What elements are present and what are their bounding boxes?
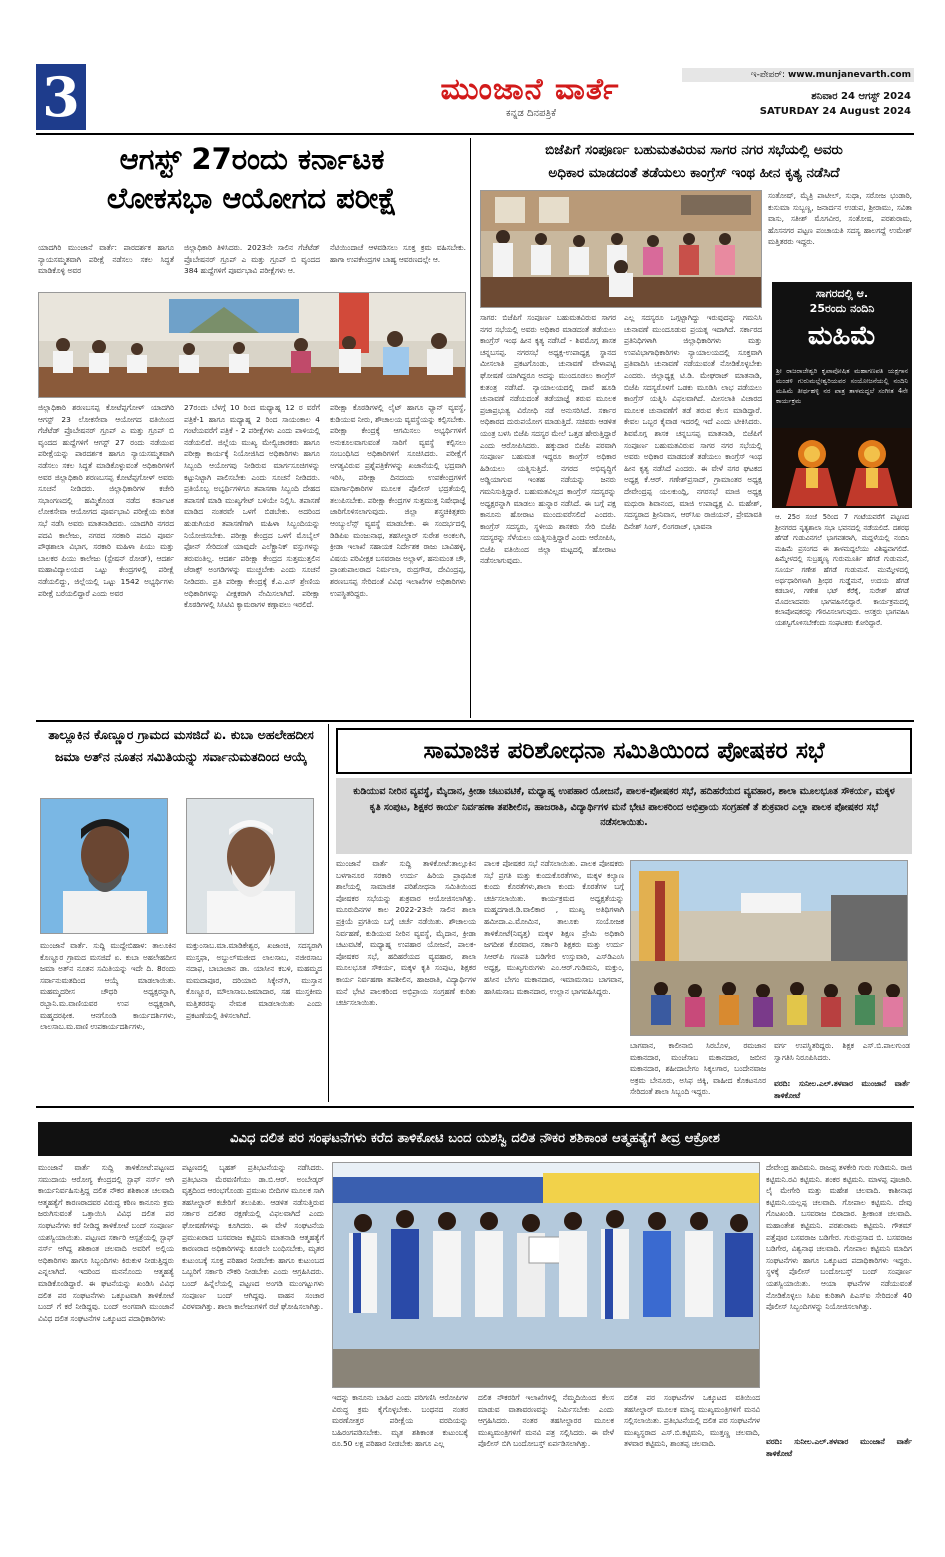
school-col4: ವರ್ಗ ಉಪಸ್ಥಿತರಿದ್ದರು. ಶಿಕ್ಷಕ ಎಸ್.ಬಿ.ಪಾಲಗುಂಡ ಸ್ವಾಗತಿಸಿ ನಿರೂಪಿಸಿದರು. [774,1041,910,1062]
dalit-credit: ವರದಿ: ಸುನೀಲ.ಎಲ್.ತಳವಾರ ಮುಂಜಾನೆ ವಾರ್ತೆ ತಾಳಿಕೋಟೆ [766,1437,912,1458]
brand-tagline: ಕನ್ನಡ ದಿನಪತ್ರಿಕೆ [505,108,556,119]
exam-col2: 27ರಂದು ಬೆಳಗ್ಗೆ 10 ರಿಂದ ಮಧ್ಯಾಹ್ನ 12 ರ ವರೆಗೆ ಪತ್ರಿಕೆ-1 ಹಾಗೂ ಮಧ್ಯಾಹ್ನ 2 ರಿಂದ ಸಾಯಂಕಾಲ 4 ಗಂಟೆಯವರೆಗೆ ಪತ್ರಿಕೆ - 2 ಪರೀಕ್ಷೆಗಳು ಎಂದು ಪಾಳಿಯಲ್ಲಿ ನಡೆಯಲಿದೆ. ಜಿಲ್ಲೆಯ ಮುಖ್ಯ ಮೇಲ್ವಿಚಾರಕರು ಹಾಗೂ ಪರೀಕ್ಷಾ ಕಾರ್ಯಕ್ಕೆ ನಿಯೋಜಿಸಿದ ಅಧಿಕಾರಿಗಳು ಹಾಗೂ ಸಿಬ್ಬಂದಿ ಆಯೋಗವು ನೀಡಿರುವ ಮಾರ್ಗಸೂಚಿಗಳನ್ನು ಕಟ್ಟುನಿಟ್ಟಾಗಿ ಪಾಲಿಸಬೇಕು ಎಂದು ಸೂಚನೆ ನೀಡಿದರು. ಪ್ರತಿಯೊಬ್ಬ ಅಭ್ಯರ್ಥಿಗಳಿಗೂ ತಪಾಸಣಾ ಸಿಬ್ಬಂದಿ ದೇಹದ ತಪಾಸಣೆ ಮಾಡಿ ಮುಖ್ಯಗೇಟ್ ಬಳಿಯೇ ನಿಲ್ಲಿಸಿ. ತಪಾಸಣೆ ಮಾಡಿದ ನಂತರವೇ ಒಳಗೆ ಬಿಡಬೇಕು. ಅದರಿಂದ ಹುಡುಗಿಯರ ತಪಾಸಣೆಗಾಗಿ ಮಹಿಳಾ ಸಿಬ್ಬಂದಿಯನ್ನು ನಿಯೋಜಿಸಬೇಕು. ಪರೀಕ್ಷಾ ಕೇಂದ್ರದ ಒಳಗೆ ಮೊಬೈಲ್ ಫೋನ್ ಸೇರಿದಂತೆ ಯಾವುದೇ ಎಲೆಕ್ಟ್ರಾನಿಕ್ ವಸ್ತುಗಳನ್ನು ತರುವಂತಿಲ್ಲ. ಆದರ್ಶ ಪರೀಕ್ಷಾ ಕೇಂದ್ರದ ಸುತ್ತಮುತ್ತಲಿನ ಜೆರಾಕ್ಸ್ ಅಂಗಡಿಗಳನ್ನು ಮುಚ್ಚಬೇಕು ಎಂದು ಸೂಚನೆ ನೀಡಿದರು. ಪ್ರತಿ ಪರೀಕ್ಷಾ ಕೇಂದ್ರಕ್ಕೆ ಕೆ.ಎ.ಎಸ್ ಶ್ರೇಣಿಯ ಅಧಿಕಾರಿಗಳನ್ನು ವೀಕ್ಷಕರಾಗಿ ನೇಮಿಸಲಾಗಿದೆ. ಪರೀಕ್ಷಾ ಕೊಠಡಿಗಳಲ್ಲಿ ಸಿಸಿಟಿವಿ ಕ್ಯಾಮರಾಗಳ ಕಣ್ಗಾವಲು ಇರಲಿದೆ. [184,403,320,610]
sagar-col2: ಎಲ್ಲ ಸದಸ್ಯರೂ ಒಗ್ಗಟ್ಟಾಗಿದ್ದು ಇರುವುದನ್ನು ಗಮನಿಸಿ ಚುನಾವಣೆ ಮುಂದೂಡುವ ಪ್ರಯತ್ನ ಇದಾಗಿದೆ. ಸರ್ಕಾರದ ಪ್ರತಿನಿಧಿಗಳಾಗಿ ಜಿಲ್ಲಾಧಿಕಾರಿಗಳು ಮತ್ತು ಉಪವಿಭಾಗಾಧಿಕಾರಿಗಳು ನ್ಯಾಯಾಲಯದಲ್ಲಿ ಸೂಕ್ತವಾಗಿ ಪ್ರತಿವಾದಿಸಿ ಚುನಾವಣೆ ನಡೆಯುವಂತೆ ನೋಡಿಕೊಳ್ಳಬೇಕು ಎಂದರು. ಜಿಲ್ಲಾಧ್ಯಕ್ಷ ಟಿ.ಡಿ. ಮೇಘರಾಜ್ ಮಾತನಾಡಿ, ಬಿಜೆಪಿ ಸದಸ್ಯರೊಳಗೆ ಒಡಕು ಮೂಡಿಸಿ ಲಾಭ ಪಡೆಯಲು ಕಾಂಗ್ರೆಸ್ ಯತ್ನಿಸಿ ವಿಫಲವಾಗಿದೆ. ಮೀಸಲಾತಿ ವಿಚಾರದ ಮೂಲಕ ಚುನಾವಣೆಗೆ ತಡೆ ತರುವ ಕೆಲಸ ಮಾಡಿದ್ದಾರೆ. ಕೇವಲ ಒಬ್ಬರ ಕೈವಾಡ ಇದರಲ್ಲಿ ಇದೆ ಎಂದು ಟೀಕಿಸಿದರು. ಶಿವಮೊಗ್ಗ ಶಾಸಕ ಚನ್ನಬಸಪ್ಪ ಮಾತನಾಡಿ, ಬಿಜೆಪಿಗೆ ಸಂಪೂರ್ಣ ಬಹುಮತವಿರುವ ಸಾಗರ ನಗರ ಸಭೆಯಲ್ಲಿ ಅವರು ಅಧಿಕಾರ ಮಾಡದಂತೆ ತಡೆಯಲು ಕಾಂಗ್ರೆಸ್ ಇಂಥ ಹೀನ ಕೃತ್ಯ ನಡೆಸಿದೆ ಎಂದರು. ಈ ವೇಳೆ ನಗರ ಘಟಕದ ಅಧ್ಯಕ್ಷ ಕೆ.ಆರ್. ಗಣೇಶ್‌ಪ್ರಸಾದ್, ಗ್ರಾಮಾಂತರ ಅಧ್ಯಕ್ಷ ದೇವೇಂದ್ರಪ್ಪ ಯಲಕುಂದ್ಲಿ, ನಗರಸಭೆ ಮಾಜಿ ಅಧ್ಯಕ್ಷ ಮಧುರಾ ಶಿವಾನಂದ, ಮಾಜಿ ಉಪಾಧ್ಯಕ್ಷ ವಿ. ಮಹೇಶ್, ಸದಸ್ಯರಾದ ಶ್ರೀನಿವಾಸ, ಆರ್‌ಸಿಐ ರಾಜಿಯನ್, ಪ್ರೇಮಾವತಿ ದಿನೇಶ್ ಸಿಂಗ್, ಲಿಂಗರಾಜ್, ಭಾವನಾ [624,313,762,531]
culture-body: ಆ. 25ರ ಸಂಜೆ 5ರಿಂದ 7 ಗಂಟೆಯವರೆಗೆ ಪಟ್ಟಣದ ಶ್ರೀನಗರದ ನೃತ್ಯಶಾಲಾ ಸಭಾ ಭವನದಲ್ಲಿ ನಡೆಯಲಿದೆ. ದಶರಥ ಹೆಗಡೆ ಗುಡುವಿನಗಲೆ ಭಾಗವತರಾಗಿ, ಮದ್ದಳೆಯಲ್ಲಿ ನಂದಿನಿ ಮಹಿಮೆ ಪ್ರಸಂಗದ ಈ ತಾಳಮದ್ದಲೆಯು ವಿಶಿಷ್ಟವಾಗಲಿದೆ. ಹಿಮ್ಮೇಳದಲ್ಲಿ ಸುಬ್ರಹ್ಮಣ್ಯ ಗುರುಮೂರ್ತಿ ಹೆಗಡೆ ಗುಡುಮನೆ, ಸೂರ್ಯ ಗಣೇಶ ಹೆಗಡೆ ಗುಡುಮನೆ. ಮುಮ್ಮೇಳದಲ್ಲಿ ಅರ್ಥಧಾರಿಗಳಾಗಿ ಶ್ರೀಧರ ಗುಡ್ಡೆಮನೆ, ಉದಯ ಹೆಗಡೆ ಕಡಬಾಳ, ಗಣೇಶ ಭಟ್ ಕೆರೆಕೈ, ಸುರೇಶ್ ಹೆಗಡೆ ಮೊದಲಾದವರು ಭಾಗವಹಿಸಲಿದ್ದಾರೆ. ಕಾರ್ಯಕ್ರಮದಲ್ಲಿ ಕಲಾಪೋಷಕರನ್ನು ಗೌರವಿಸಲಾಗುವುದು. ಆಸಕ್ತರು ಭಾಗವಹಿಸಿ ಯಶಸ್ವಿಗೊಳಿಸಬೇಕೆಂದು ಸಂಘಟಕರು ಕೋರಿದ್ದಾರೆ. [775,513,909,627]
epaper-label: ಇ-ಪೇಪರ್: [750,70,786,80]
sagar-col-right-top: ಸಂತೋಷ್, ಮೈತ್ರಿ ಪಾಟೀಲ್, ಸುಧಾ, ಸರೋಜ ಭಂಡಾರಿ, ಕುಸುಮಾ ಸುಬ್ಬಣ್ಣ, ಜನಾರ್ದನ ಉಡುಪ, ಶ್ರೀರಾಮು, ಸವಿತಾ ವಾಸು, ಸತೀಶ್ ಮೊಗವೀರ, ಸಂತೋಷ, ಪರಶುರಾಮ, ಹೊಸನಗರ ಪಟ್ಟಣ ಪಂಚಾಯತಿ ಸದಸ್ಯ ಹಾಲಗದ್ದೆ ಉಮೇಶ್ ಮತ್ತಿತರರು ಇದ್ದರು. [768,191,912,247]
page-number-box [36,64,86,130]
exam-col2-top: ಜಿಲ್ಲಾಧಿಕಾರಿ ತಿಳಿಸಿದರು. 2023ನೇ ಸಾಲಿನ ಗೆಜೆಟೆಡ್ ಪ್ರೊಬೇಷನರ್ ಗ್ರೂಪ್ ಎ ಮತ್ತು ಗ್ರೂಪ್ ಬಿ ವೃಂದದ 384 ಹುದ್ದೆಗಳಿಗೆ ಪೂರ್ವಭಾವಿ ಪರೀಕ್ಷೆಗಳು ಆ. [184,243,320,276]
school-headline: ಸಾಮಾಜಿಕ ಪರಿಶೋಧನಾ ಸಮಿತಿಯಿಂದ ಪೋಷಕರ ಸಭೆ [336,728,912,774]
website[interactable]: www.munjanevarth.com [787,70,911,80]
culture-box [772,282,912,710]
school-deck-text: ಕುಡಿಯುವ ನೀರಿನ ವ್ಯವಸ್ಥೆ, ಮೈದಾನ, ಕ್ರೀಡಾ ಚಟುವಟಿಕೆ, ಮಧ್ಯಾಹ್ನ ಉಪಹಾರ ಯೋಜನೆ, ಪಾಲಕ-ಪೋಷಕರ ಸಭೆ, ಹದಿಹರೆಯದ ವ್ಯವಹಾರ, ಶಾಲಾ ಮೂಲಭೂತ ಸೌಕರ್ಯ, ಮಕ್ಕಳ ಕೃತಿ ಸಂಪುಟ, ಶಿಕ್ಷಕರ ಕಾರ್ಯ ನಿರ್ವಹಣಾ ತಪಶೀಲಿನ, ಹಾಜರಾತಿ, ವಿದ್ಯಾರ್ಥಿಗಳ ಮನೆ ಭೇಟಿ ಪಾಲಕರಿಂದ ಅಭಿಪ್ರಾಯ ಸಂಗ್ರಹಣೆ ತೆ ಶುಕ್ರವಾರ ಎಲ್ಲಾ ಪಾಲಕ ಪೋಷಕರ ಸಭೆ ನಡೆಸಲಾಯಿತು. [353,786,895,829]
meeting-photo-illustration [39,293,466,398]
dalit-col-below-c: ದಲಿತ ಪರ ಸಂಘಟನೆಗಳ ಒಕ್ಕೂಟದ ವತಿಯಿಂದ ತಹಸೀಲ್ದಾರ್ ಮೂಲಕ ಮಾನ್ಯ ಮುಖ್ಯಮಂತ್ರಿಗಳಿಗೆ ಮನವಿ ಸಲ್ಲಿಸಲಾಯಿತು. ಪ್ರತಿಭಟನೆಯಲ್ಲಿ ದಲಿತ ಪರ ಸಂಘಟನೆಗಳ ಮುಖ್ಯಸ್ಥರಾದ ಎಸ್.ಬಿ.ಕಟ್ಟಿಮನಿ, ಮುತ್ತಣ್ಣ ಚಲವಾದಿ, ತಳವಾರ ಕಟ್ಟಿಮನಿ, ಶಾಂತಪ್ಪ ಚಲವಾದಿ. [624,1393,760,1449]
dalit-col3: ದೇವೇಂದ್ರ ಹಾದಿಮನಿ. ರಾಜಪ್ಪ ತಳಕೇರಿ ಗುರು ಗುಡಿಮನಿ. ರಾಜಿ ಕಟ್ಟಿಮನಿ.ರವಿ ಕಟ್ಟಿಮನಿ. ಶಂಕರ ಕಟ್ಟಿಮನಿ. ಮಾಳಪ್ಪ ಪೂಜಾರಿ. ಲೈ ಮೇಗೇರಿ ಮತ್ತು ಮಹೇಶ ಚಲವಾದಿ. ಕಾಶೀನಾಥ ಕಟ್ಟಿಮನಿ.ಯಲ್ಲಪ್ಪ ಚಲವಾದಿ. ಗೋಪಾಲ ಕಟ್ಟಿಮನಿ. ದೇವು ಗೊಟಖಂಡಿ. ಬಸವರಾಜ ಬಿರಾದಾರ. ಶ್ರೀಕಾಂತ ಚಲವಾದಿ. ಮಹಾಂತೇಶ ಕಟ್ಟಿಮನಿ. ಪರಶುರಾಮ ಕಟ್ಟಿಮನಿ. ಗೌತಮ್ ಪತ್ತೆಪೂರ ಬಸವರಾಜ ಬಡಿಗೇರ. ಗುರುಪ್ರಸಾದ ಬಿ. ಬಸವರಾಜ ಬಡಿಗೇರ, ವಿಶ್ವನಾಥ ಚಲವಾದಿ. ಗೋಪಾಲ ಕಟ್ಟಿಮನಿ ಮಾದಿಗ ಸಂಘಟನೆಗಳು ಹಾಗೂ ಒಕ್ಕೂಟದ ಪದಾಧಿಕಾರಿಗಳು ಇದ್ದರು. ಸ್ಥಳಕ್ಕೆ ಪೊಲೀಸ್ ಬಂದೋಬಸ್ತ್ ಬಂದ್ ಸಂಪೂರ್ಣ ಯಶಸ್ವಿಯಾಯಿತು. ಆಯಾ ಘಟನೆಗಳ ನಡೆಯುವಂತೆ ನೋಡಿಕೊಳ್ಳಲು ಸಿಪಿಐ ಕುರಿತಾಗಿ ಪಿಎಸ್‌ಐ ಸೇರಿದಂತೆ 40 ಪೊಲೀಸ್ ಸಿಬ್ಬಂದಿಗಳನ್ನು ನಿಯೋಜಿಸಲಾಗಿತ್ತು. [766,1163,912,1312]
dalit-col1: ಮುಂಜಾನೆ ವಾರ್ತೆ ಸುದ್ದಿ ತಾಳಿಕೋಟೆ:ಪಟ್ಟಣದ ಸಮುದಾಯ ಆರೋಗ್ಯ ಕೇಂದ್ರದಲ್ಲಿ ಸ್ಟಾಫ್ ನರ್ಸ್ ಆಗಿ ಕಾರ್ಯನಿರ್ವಹಿಸುತ್ತಿದ್ದ ದಲಿತ ನೌಕರ ಶಶಿಕಾಂತ ಚಲವಾದಿ ಆತ್ಮಹತ್ಯೆಗೆ ಕಾರಣರಾದವರ ವಿರುದ್ಧ ಕಠಿಣ ಕಾನೂನು ಕ್ರಮ ಜರುಗಿಸುವಂತೆ ಒತ್ತಾಯಿಸಿ ವಿವಿಧ ದಲಿತ ಪರ ಸಂಘಟನೆಗಳು ಕರೆ ನೀಡಿದ್ದ ತಾಳಿಕೋಟೆ ಬಂದ್ ಸಂಪೂರ್ಣ ಯಶಸ್ವಿಯಾಯಿತು. ಪಟ್ಟಣದ ಸರ್ಕಾರಿ ಆಸ್ಪತ್ರೆಯಲ್ಲಿ ಸ್ಟಾಫ್ ನರ್ಸ್ ಆಗಿದ್ದ ಶಶಿಕಾಂತ ಚಲವಾದಿ ಅವರಿಗೆ ಅಲ್ಲಿಯ ಅಧಿಕಾರಿಗಳು ಹಾಗೂ ಸಿಬ್ಬಂದಿಗಳು ಕಿರುಕುಳ ನೀಡುತ್ತಿದ್ದರು ಎನ್ನಲಾಗಿದೆ. ಇದರಿಂದ ಮನನೊಂದು ಆತ್ಮಹತ್ಯೆ ಮಾಡಿಕೊಂಡಿದ್ದಾರೆ. ಈ ಘಟನೆಯನ್ನು ಖಂಡಿಸಿ ವಿವಿಧ ದಲಿತ ಪರ ಸಂಘಟನೆಗಳು ಒಕ್ಕೂಟವಾಗಿ ತಾಳಿಕೋಟೆ ಬಂದ್ ಗೆ ಕರೆ ನೀಡಿದ್ದವು. ಬಂದ್ ಅಂಗವಾಗಿ ಮುಂಜಾನೆ ವಿವಿಧ ದಲಿತ ಸಂಘಟನೆಗಳ ಒಕ್ಕೂಟದ ಪದಾಧಿಕಾರಿಗಳು [38,1163,174,1323]
school-col3: ಬಾಗವಾನ, ಕಾಲೀನಾಬಿ ಸಿರಬೊಳ, ರಮಜಾನ ಮಕಾನದಾರ, ಮಂಜೆಸಾಬ ಮಕಾನದಾರ, ಜಬೀನ ಮಕಾನದಾರ, ಶಹೀದಾಬೇಗಂ ಸಿಕ್ಕಲಗಾರ, ಬಂದೇನವಾಜ ಅಕ್ರಮ ಬೇನೂರು, ಅಸಿಫ ಜಿಕ್ಕಿ, ವಾಹೀದ ಕೊಕಟನೂರ ಸೇರಿದಂತೆ ಶಾಲಾ ಸಿಬ್ಬಂದಿ ಇದ್ದರು. [630,1041,766,1097]
sagar-press-photo [480,190,762,308]
column-rule-mid [328,724,329,1102]
culture-title-big: ಮಹಿಮೆ [807,321,877,351]
culture-intro: ಶ್ರೀ ರಾಜರಾಜೇಶ್ವರಿ ಕೃಪಾಪೋಷಿತ ಮಹಾಗಣಪತಿ ಯಕ್ಷಗಾನ ಮಂಡಳಿ ಗುರುಮಲ್ಲೇಶ್ವರಿಯವರ ಸಂಯೋಜನೆಯಲ್ಲಿ ನಂದಿನಿ ಮಹಿಮೆ ತೀರ್ಥಹಳ್ಳಿ ನರ ಪಾತ್ರ ತಾಳಮದ್ದಲೆ ಸಂಗೀತ 4ನೇ ಕಾರ್ಯಕ್ರಮ [772,364,912,428]
yakshagana-illustration [772,428,912,508]
masthead-rule [36,133,914,135]
school-col1: ಮುಂಜಾನೆ ವಾರ್ತೆ ಸುದ್ದಿ ತಾಳಿಕೋಟೆ:ತಾಲ್ಲೂಕಿನ ಬಳಗಾನೂರ ಸರಕಾರಿ ಉರ್ದು ಹಿರಿಯ ಪ್ರಾಥಮಿಕ ಶಾಲೆಯಲ್ಲಿ ಸಾಮಾಜಿಕ ಪರಿಶೋಧನಾ ಸಮಿತಿಯಿಂದ ಪೋಷಕರ ಸಭೆಯನ್ನು ಶುಕ್ರವಾರ ಆಯೋಜಿಸಲಾಗಿತ್ತು. ಮೂರುದಿನಗಳ ಕಾಲ 2022-23ನೇ ಸಾಲಿನ ಶಾಲಾ ಪ್ರಕ್ರಿಯೆ ಪ್ರಗತಿಯ ಬಗ್ಗೆ ಚರ್ಚೆ ನಡೆಯಿತು. ಶೌಚಾಲಯ ನಿರ್ವಹಣೆ, ಕುಡಿಯುವ ನೀರಿನ ವ್ಯವಸ್ಥೆ, ಮೈದಾನ, ಕ್ರೀಡಾ ಚಟುವಟಿಕೆ, ಮಧ್ಯಾಹ್ನ ಉಪಹಾರ ಯೋಜನೆ, ಪಾಲಕ-ಪೋಷಕರ ಸಭೆ, ಹದಿಹರೆಯದ ವ್ಯವಹಾರ, ಶಾಲಾ ಮೂಲಭೂತ ಸೌಕರ್ಯ, ಮಕ್ಕಳ ಕೃತಿ ಸಂಪುಟ, ಶಿಕ್ಷಕರ ಕಾರ್ಯ ನಿರ್ವಹಣಾ ತಪಶೀಲಿನ, ಹಾಜರಾತಿ, ವಿದ್ಯಾರ್ಥಿಗಳ ಮನೆ ಭೇಟಿ ಪಾಲಕರಿಂದ ಅಭಿಪ್ರಾಯ ಸಂಗ್ರಹಣೆ ಕುರಿತು ಚರ್ಚಿಸಲಾಯಿತು. [336,859,476,1008]
exam-col3: ಪರೀಕ್ಷಾ ಕೊಠಡಿಗಳಲ್ಲಿ ಲೈಟ್ ಹಾಗೂ ಫ್ಯಾನ್ ವ್ಯವಸ್ಥೆ, ಕುಡಿಯುವ ನೀರು, ಶೌಚಾಲಯ ವ್ಯವಸ್ಥೆಯನ್ನು ಕಲ್ಪಿಸಬೇಕು. ಪರೀಕ್ಷಾ ಕೇಂದ್ರಕ್ಕೆ ಆಗಮಿಸಲು ಅಭ್ಯರ್ಥಿಗಳಿಗೆ ಅನುಕೂಲವಾಗುವಂತೆ ಸಾರಿಗೆ ವ್ಯವಸ್ಥೆ ಕಲ್ಪಿಸಲು ಸಂಬಂಧಿಸಿದ ಅಧಿಕಾರಿಗಳಿಗೆ ಸೂಚಿಸಿದರು. ಪರೀಕ್ಷೆಗೆ ಅಗತ್ಯವಿರುವ ಪ್ರಶ್ನೆಪತ್ರಿಕೆಗಳನ್ನು ಖಜಾನೆಯಲ್ಲಿ ಭದ್ರವಾಗಿ ಇರಿಸಿ, ಪರೀಕ್ಷಾ ದಿನದಂದು ಉಪಕೇಂದ್ರಗಳಿಗೆ ಮಾರ್ಗಾಧಿಕಾರಿಗಳ ಮೂಲಕ ಪೊಲೀಸ್ ಭದ್ರತೆಯಲ್ಲಿ ತಲುಪಿಸಬೇಕು. ಪರೀಕ್ಷಾ ಕೇಂದ್ರಗಳ ಸುತ್ತಮುತ್ತ ನಿಷೇಧಾಜ್ಞೆ ಜಾರಿಗೊಳಿಸಲಾಗುವುದು. ಜಿಲ್ಲಾ ಶಸ್ತ್ರಚಿಕಿತ್ಸಕರು ಆಂಬ್ಯುಲೆನ್ಸ್ ವ್ಯವಸ್ಥೆ ಮಾಡಬೇಕು. ಈ ಸಂದರ್ಭದಲ್ಲಿ ಡಿಡಿಪಿಐ ಮಂಜುನಾಥ, ತಹಸೀಲ್ದಾರ್ ಸುರೇಶ ಅಂಕಲಗಿ, ಕ್ರೀಡಾ ಇಲಾಖೆ ಸಹಾಯಕ ನಿರ್ದೇಶಕ ರಾಜು ಬಾವಿಹಳ್ಳಿ, ವಿಷಯ ಪರಿವೀಕ್ಷಕ ಬಸವರಾಜ ಅಲ್ಲಾಳ್, ಹನುಮಂತ ಚೌ, ಪ್ರಾಂಶುಪಾಲರಾದ ನಿರ್ಮಲಾ, ರುದ್ರಗೌಡ, ದೇವಿಂದ್ರಪ್ಪ, ಶರಣಬಸಪ್ಪ ಸೇರಿದಂತೆ ವಿವಿಧ ಇಲಾಖೆಗಳ ಅಧಿಕಾರಿಗಳು ಉಪಸ್ಥಿತರಿದ್ದರು. [330,403,466,598]
dalit-headline: ವಿವಿಧ ದಲಿತ ಪರ ಸಂಘಟನೆಗಳು ಕರೆದ ತಾಳಿಕೋಟಿ ಬಂದ ಯಶಸ್ವಿ ದಲಿತ ನೌಕರ ಶಶಿಕಾಂತ ಆತ್ಮಹತ್ಯೆಗೆ ತೀವ್ರ ಆಕ್ರೋಶ [230,1131,720,1146]
protest-illustration [333,1163,760,1388]
exam-col1-top: ಯಾದಗಿರಿ ಮುಂಜಾನೆ ವಾರ್ತೆ: ಪಾರದರ್ಶಕ ಹಾಗೂ ನ್ಯಾಯಸಮ್ಮತವಾಗಿ ಪರೀಕ್ಷೆ ನಡೆಸಲು ಸಕಲ ಸಿದ್ಧತೆ ಮಾಡಿಕೊಳ್ಳಿ ಅವರ [38,243,174,276]
date-english: SATURDAY 24 August 2024 [759,106,911,117]
mosque-portrait-1 [40,798,168,934]
brand-name: ಮುಂಜಾನೆ ವಾರ್ತೆ [440,72,620,107]
date-kannada: ಶನಿವಾರ 24 ಆಗಸ್ಟ್ 2024 [811,91,911,102]
sagar-headline: ಬಿಜೆಪಿಗೆ ಸಂಪೂರ್ಣ ಬಹುಮತವಿರುವ ಸಾಗರ ನಗರ ಸಭೆಯಲ್ಲಿ ಅವರು ಅಧಿಕಾರ ಮಾಡದಂತೆ ತಡೆಯಲು ಕಾಂಗ್ರೆಸ್ ಇಂಥ ಹೀನ ಕೃತ್ಯ ನಡೆಸಿದೆ [545,142,843,181]
mosque-col2: ಮಕ್ತುಂಸಾಬ.ಮಾ.ಮಾಡಿಕೇಶ್ವರ, ಖಜಾಂಚಿ, ಸದಸ್ಯರಾಗಿ ಮುಸ್ತಫಾ, ಅಬ್ದುಲ್‌ಮಜೀದ ಲಾಲಸಾಬ, ನಜೀರಸಾಬ ನದಾಫ, ಬಾಬಾಜಾನ ಡಾ. ಯಾಸೀನ ಕಬಳಿ, ಮಹಮ್ಮದ ಮಮದಾಪೂರ, ದರಿಯಾಬಿ ಸಿಕ್ಕೇನ್‌ಗಿ, ಮುಸ್ತಾನ ಕೊಣ್ಣೂರ, ಮೌಲಾಸಾಬ.ಜಮಾದಾರ, ಸಹ ಮುಸ್ತಕೀಮ ಮತ್ತಿತರರನ್ನು ನೇಮಕ ಮಾಡಲಾಯಿತು ಎಂದು ಪ್ರಕಟಣೆಯಲ್ಲಿ ತಿಳಿಸಲಾಗಿದೆ. [186,941,322,1020]
school-col2: ಪಾಲಕ ಪೋಷಕರ ಸಭೆ ನಡೆಸಲಾಯಿತು. ಪಾಲಕ ಪೋಷಕರು ಸಭೆ ಪ್ರಗತಿ ಮತ್ತು ಕುಂದುಕೊರತೆಗಳು, ಮಕ್ಕಳ ಕಲ್ಯಾಣ ಕುಂದು ಕೊರತೆಗಳು,ಶಾಲಾ ಕುಂದು ಕೊರತೆಗಳ ಬಗ್ಗೆ ಚರ್ಚಿಸಲಾಯಿತು. ಕಾರ್ಯಕ್ರಮದ ಅಧ್ಯಕ್ಷತೆಯನ್ನು ಮಹ್ಮದಗಾಜಿ.ಡಿ.ವಾಲಿಕಾರ , ಮುಖ್ಯ ಅತಿಥಿಗಳಾಗಿ ಹಮೀದಾ.ಎ.ಮೋಮಿನ, ತಾಲೂಕು ಸಂಯೋಜಕ ತಾಳಿಕೋಟೆ(ನಿವೃತ್ತ) ಮಕ್ಕಳ ಶಿಕ್ಷಣ ಪ್ರೇಮಿ ಅಧಿಕಾರಿ ಜಗದೀಶ ಕೊರವಾರ, ಸರ್ಕಾರಿ ಶಿಕ್ಷಕರು ಮತ್ತು ಉರ್ದು ಸಿಆರ್‌ಪಿ ಗಣಪತಿ ಬಡಿಗೇರ ಉಸ್ತುವಾರಿ, ಎಸ್‌ಡಿಎಂಸಿ ಅಧ್ಯಕ್ಷ, ಮುಖ್ಯಗುರುಗಳು ಎಂ.ಆರ್.ಗುಡಿಮನಿ, ಮಕ್ತುಂ, ಹಸೀನ ಬೇಗಂ ಮಕಾನದಾರ, ಇಮಾಮಸಾಬ ಬಾಗವಾನ, ಹಾಸಿಮಸಾಬ ಮಕಾನದಾರ, ಉಲ್ಲಾನ ಭಾಗವಹಿಸಿದ್ದರು. [484,859,624,996]
mid-rule [36,720,914,722]
lower-rule [36,1106,914,1108]
sagar-col1: ಸಾಗರ: ಬಿಜೆಪಿಗೆ ಸಂಪೂರ್ಣ ಬಹುಮತವಿರುವ ಸಾಗರ ನಗರ ಸಭೆಯಲ್ಲಿ ಅವರು ಅಧಿಕಾರ ಮಾಡದಂತೆ ತಡೆಯಲು ಕಾಂಗ್ರೆಸ್ ಇಂಥ ಹೀನ ಕೃತ್ಯ ನಡೆಸಿದೆ - ಶಿವಮೊಗ್ಗ ಶಾಸಕ ಚನ್ನಬಸಪ್ಪ. ನಗರಸಭೆ ಅಧ್ಯಕ್ಷ-ಉಪಾಧ್ಯಕ್ಷ ಸ್ಥಾನದ ಮೀಸಲಾತಿ ಪ್ರಕಟಗೊಂಡು, ಚುನಾವಣೆ ವೇಳಾಪಟ್ಟಿ ಘೋಷಣೆ ಯಾಗಿದ್ದರೂ ಅದನ್ನು ಮುಂದೂಡಲು ಕಾಂಗ್ರೆಸ್ ಕುತಂತ್ರ ನಡೆಸಿದೆ. ನ್ಯಾಯಾಲಯದಲ್ಲಿ ದಾವೆ ಹೂಡಿ ಚುನಾವಣೆ ನಡೆಯದಂತೆ ತಡೆಯಾಜ್ಞೆ ತರುವ ಮೂಲಕ ಪ್ರಜಾಪ್ರಭುತ್ವ ವಿರೋಧಿ ನಡೆ ಅನುಸರಿಸಿದೆ. ಸರ್ಕಾರ ಅಧಿಕಾರದ ದುರುಪಯೋಗ ಮಾಡುತ್ತಿದೆ. ಸಚಿವರು ಆಡಳಿತ ಯಂತ್ರ ಬಳಸಿ ಬಿಜೆಪಿ ಸದಸ್ಯರ ಮೇಲೆ ಒತ್ತಡ ಹೇರುತ್ತಿದ್ದಾರೆ ಎಂದು ಆರೋಪಿಸಿದರು. ಹಕ್ಕುದಾರ ಬಿಜೆಪಿ ಪರವಾಗಿ ಸಂಪೂರ್ಣ ಬಹುಮತ ಇದ್ದರೂ ಕಾಂಗ್ರೆಸ್ ಅಧಿಕಾರ ಹಿಡಿಯಲು ಯತ್ನಿಸುತ್ತಿದೆ. ನಗರದ ಅಭಿವೃದ್ಧಿಗೆ ಅಡ್ಡಿಯಾಗುವ ಇಂತಹ ನಡೆಯನ್ನು ಜನರು ಗಮನಿಸುತ್ತಿದ್ದಾರೆ. ಬಹುಮತವಿಲ್ಲದ ಕಾಂಗ್ರೆಸ್ ಸದಸ್ಯರನ್ನು ಅಧ್ಯಕ್ಷರನ್ನಾಗಿ ಮಾಡಲು ಹುನ್ನಾರ ನಡೆಸಿದೆ. ಈ ಬಗ್ಗೆ ಪಕ್ಷ ಕಾನೂನು ಹೋರಾಟ ಮುಂದುವರೆಸಲಿದೆ ಎಂದರು. ಕಾಂಗ್ರೆಸ್ ಸದಸ್ಯರು, ಸ್ಥಳೀಯ ಶಾಸಕರು ಸೇರಿ ಬಿಜೆಪಿ ಸದಸ್ಯರನ್ನು ಸೆಳೆಯಲು ಯತ್ನಿಸುತ್ತಿದ್ದಾರೆ ಎಂದು ಆರೋಪಿಸಿ, ಬಿಜೆಪಿ ವತಿಯಿಂದ ಜಿಲ್ಲಾ ಮಟ್ಟದಲ್ಲಿ ಹೋರಾಟ ನಡೆಸಲಾಗುವುದು. [480,313,616,566]
dalit-col-below-b: ದಲಿತ ನೌಕರರಿಗೆ ಇಲಾಖೆಗಳಲ್ಲಿ ನೆಮ್ಮದಿಯಿಂದ ಕೆಲಸ ಮಾಡುವ ವಾತಾವರಣವನ್ನು ನಿರ್ಮಿಸಬೇಕು ಎಂದು ಆಗ್ರಹಿಸಿದರು. ನಂತರ ತಹಸೀಲ್ದಾರರ ಮೂಲಕ ಮುಖ್ಯಮಂತ್ರಿಗಳಿಗೆ ಮನವಿ ಪತ್ರ ಸಲ್ಲಿಸಿದರು. ಈ ವೇಳೆ ಪೊಲೀಸ್ ಬಿಗಿ ಬಂದೋಬಸ್ತ್ ಏರ್ಪಡಿಸಲಾಗಿತ್ತು. [478,1393,614,1449]
dalit-protest-photo [332,1162,760,1388]
page-number: 3 [42,65,80,129]
portrait-illustration-1 [41,799,168,934]
mosque-col1: ಮುಂಜಾನೆ ವಾರ್ತೆ. ಸುದ್ದಿ ಮುದ್ದೇಬಿಹಾಳ: ತಾಲೂಕಿನ ಕೊಣ್ಣೂರ ಗ್ರಾಮದ ಮಸಜಿದೆ ಏ. ಕುಬಾ ಅಹಲೇಹದೀಸ ಜಮಾ ಅತ್‌ನ ನೂತನ ಸಮಿತಿಯನ್ನು ಇದೇ ದಿ. 8ರಂದು ಸರ್ವಾನುಮತದಿಂದ ಆಯ್ಕೆ ಮಾಡಲಾಯಿತು. ಮಹಮ್ಮದರೀಸ ಚೌಧರಿ ಅಧ್ಯಕ್ಷರನ್ನಾಗಿ, ರಬ್ಬಾನಿ.ಮ.ವಾಣಿಯವರ ಉಪ ಅಧ್ಯಕ್ಷರಾಗಿ, ಮಹ್ಮದರಫೀಕ. ಆನಗೊಂಡಿ ಕಾರ್ಯದರ್ಶಿಗಳು, ಲಾಲಸಾಬ.ಮ.ವಾಣಿ ಉಪಕಾರ್ಯದರ್ಶಿಗಳು, [40,941,176,1032]
column-rule-top [470,138,471,718]
mosque-headline: ತಾಲ್ಲೂಕಿನ ಕೊಣ್ಣೂರ ಗ್ರಾಮದ ಮಸಜಿದೆ ಏ. ಕುಬಾ ಅಹಲೇಹದೀಸ ಜಮಾ ಅತ್‌ನ ನೂತನ ಸಮಿತಿಯನ್ನು ಸರ್ವಾನುಮತದಿಂದ ಆಯ್ಕೆ [48,727,314,764]
culture-title-block [772,282,912,364]
culture-yakshagana-photo [772,428,912,508]
portrait-illustration-2 [187,799,314,934]
exam-col3-top: ನೆಟಿಯಿಂದಾಚೆ ಆಳವಡಿಸಲು ಸೂಕ್ತ ಕ್ರಮ ವಹಿಸಬೇಕು. ಹಾಗಾ ಉಪಕೇಂದ್ರಗಳ ಬಾಹ್ಯ ಆವರಣದಲ್ಲೇ ಆ. [330,243,466,264]
dalit-col2: ಪಟ್ಟಣದಲ್ಲಿ ಬೃಹತ್ ಪ್ರತಿಭಟನೆಯನ್ನು ನಡೆಸಿದರು. ಪ್ರತಿಭಟನಾ ಮೆರವಣಿಗೆಯು ಡಾ.ಬಿ.ಆರ್. ಅಂಬೇಡ್ಕರ್ ವೃತ್ತದಿಂದ ಆರಂಭಗೊಂಡು ಪ್ರಮುಖ ಬೀದಿಗಳ ಮೂಲಕ ಸಾಗಿ ತಹಸೀಲ್ದಾರ್ ಕಚೇರಿಗೆ ತಲುಪಿತು. ಆಡಳಿತ ನಡೆಸುತ್ತಿರುವ ಸರ್ಕಾರ ದಲಿತರ ರಕ್ಷಣೆಯಲ್ಲಿ ವಿಫಲವಾಗಿದೆ ಎಂದು ಘೋಷಣೆಗಳನ್ನು ಕೂಗಿದರು. ಈ ವೇಳೆ ಸಂಘಟನೆಯ ಪ್ರಮುಖರಾದ ಬಸವರಾಜ ಕಟ್ಟಿಮನಿ ಮಾತನಾಡಿ ಆತ್ಮಹತ್ಯೆಗೆ ಕಾರಣರಾದ ಅಧಿಕಾರಿಗಳನ್ನು ಕೂಡಲೇ ಬಂಧಿಸಬೇಕು, ಮೃತರ ಕುಟುಂಬಕ್ಕೆ ಸೂಕ್ತ ಪರಿಹಾರ ನೀಡಬೇಕು ಹಾಗೂ ಕುಟುಂಬದ ಒಬ್ಬರಿಗೆ ಸರ್ಕಾರಿ ನೌಕರಿ ನೀಡಬೇಕು ಎಂದು ಆಗ್ರಹಿಸಿದರು. ಬಂದ್ ಹಿನ್ನೆಲೆಯಲ್ಲಿ ಪಟ್ಟಣದ ಅಂಗಡಿ ಮುಂಗಟ್ಟುಗಳು ಸಂಪೂರ್ಣ ಬಂದ್ ಆಗಿದ್ದವು. ವಾಹನ ಸಂಚಾರ ವಿರಳವಾಗಿತ್ತು. ಶಾಲಾ ಕಾಲೇಜುಗಳಿಗೆ ರಜೆ ಘೋಷಿಸಲಾಗಿತ್ತು. [182,1163,324,1312]
school-deck [336,778,912,854]
masthead-info [682,68,914,132]
mosque-portrait-2 [186,798,314,934]
exam-headline: ಆಗಸ್ಟ್ 27ರಂದು ಕರ್ನಾಟಕ ಲೋಕಸಭಾ ಆಯೋಗದ ಪರೀಕ್ಷೆ [106,142,398,215]
school-meeting-photo [630,860,908,1036]
culture-title-line1: ಸಾಗರದಲ್ಲಿ ಆ. [815,287,869,300]
press-photo-illustration [481,191,762,308]
exam-col1: ಜಿಲ್ಲಾಧಿಕಾರಿ ಶರಣಬಸಪ್ಪ ಕೋಟೆಪ್ಪಗೋಳ್ ಯಾದಗಿರಿ ಆಗಸ್ಟ್ 23 ಲೋಕಸೇವಾ ಆಯೋಗದ ವತಿಯಿಂದ ಗೆಜೆಟೆಡ್ ಪ್ರೊಬೇಷನರ್ ಗ್ರೂಪ್ ಎ ಮತ್ತು ಗ್ರೂಪ್ ಬಿ ವೃಂದದ ಹುದ್ದೆಗಳಿಗೆ ಆಗಸ್ಟ್ 27 ರಂದು ನಡೆಯುವ ಪರೀಕ್ಷೆಯನ್ನು ಪಾರದರ್ಶಕ ಹಾಗೂ ನ್ಯಾಯಸಮ್ಮತವಾಗಿ ನಡೆಸಲು ಸಕಲ ಸಿದ್ಧತೆ ಮಾಡಿಕೊಳ್ಳುವಂತೆ ಅಧಿಕಾರಿಗಳಿಗೆ ಅವರ ಜಿಲ್ಲಾಧಿಕಾರಿ ಶರಣಬಸಪ್ಪ ಕೋಟೆಪ್ಪಗೋಳ್ ಅವರು ಸೂಚನೆ ನೀಡಿದರು. ಜಿಲ್ಲಾಧಿಕಾರಿಗಳ ಕಚೇರಿ ಸಭಾಂಗಣದಲ್ಲಿ ಹಮ್ಮಿಕೊಂಡ ನಡೆದ ಕರ್ನಾಟಕ ಲೋಕಸೇವಾ ಆಯೋಗದ ಪೂರ್ವಭಾವಿ ಪರೀಕ್ಷೆಯ ಕುರಿತ ಸಭೆ ನಡೆಸಿ ಅವರು ಮಾತನಾಡಿದರು. ಯಾದಗಿರಿ ನಗರದ ಪದವಿ ಕಾಲೇಜು, ನಗರದ ಸರಕಾರಿ ಪದವಿ ಪೂರ್ವ ಪೌಢಶಾಲಾ ವಿಭಾಗ, ಸರಕಾರಿ ಮಹಿಳಾ ಪಿಯು ಮತ್ತು ಬಾಲಕರ ಪಿಯು ಕಾಲೇಜು (ಸ್ಟೇಷನ್ ರೋಡ್), ಆದರ್ಶ ಮಹಾವಿದ್ಯಾಲಯದ ಒಟ್ಟು ಕೇಂದ್ರಗಳಲ್ಲಿ ಪರೀಕ್ಷೆ ನಡೆಯಲಿದ್ದು, ಜಿಲ್ಲೆಯಲ್ಲಿ ಒಟ್ಟು 1542 ಅಭ್ಯರ್ಥಿಗಳು ಪರೀಕ್ಷೆ ಬರೆಯಲಿದ್ದಾರೆ ಎಂದು ಅವರ [38,403,174,598]
school-meeting-illustration [631,861,908,1036]
dalit-col-below-a: ಇದನ್ನು ಕಾನೂನು ಬಾಹಿರ ಎಂದು ಪರಿಗಣಿಸಿ ಆರೋಪಿಗಳ ವಿರುದ್ಧ ಕ್ರಮ ಕೈಗೊಳ್ಳಬೇಕು. ಬಂಧನದ ನಂತರ ಮರಣೋತ್ತರ ಪರೀಕ್ಷೆಯ ವರದಿಯನ್ನು ಬಹಿರಂಗಪಡಿಸಬೇಕು. ಮೃತ ಶಶಿಕಾಂತ ಕುಟುಂಬಕ್ಕೆ ರೂ.50 ಲಕ್ಷ ಪರಿಹಾರ ನೀಡಬೇಕು ಹಾಗೂ ಎಲ್ಲ [332,1393,468,1449]
dalit-headline-band [38,1122,912,1156]
masthead [36,62,914,134]
culture-title-line2: 25ರಂದು ನಂದಿನಿ [809,302,875,315]
exam-meeting-photo [38,292,466,398]
school-credit: ವರದಿ: ಸುನೀಲ.ಎಲ್.ತಳವಾರ ಮುಂಜಾನೆ ವಾರ್ತೆ ತಾಳಿಕೋಟೆ [774,1079,910,1100]
